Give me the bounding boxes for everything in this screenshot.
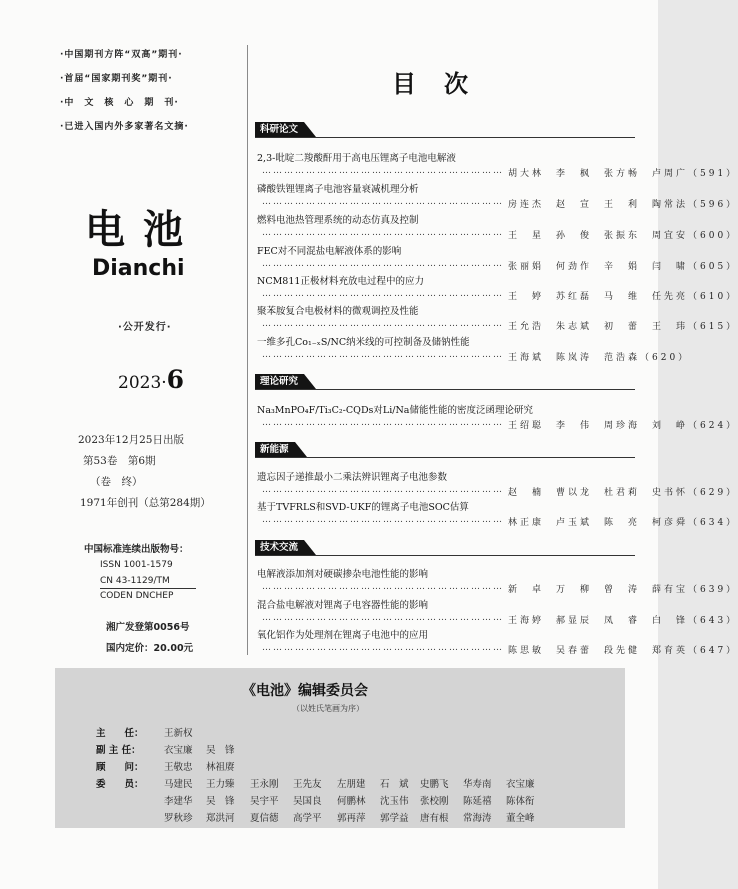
article-authors: ………………………………………………………… 王海斌 陈岚涛 范浩森（620） [262,350,691,363]
journal-title-en: Dianchi [92,256,185,281]
founded: 1971年创刊（总第284期） [80,497,211,509]
tag-line: ·已进入国内外多家著名文摘· [60,122,189,132]
article-title[interactable]: 遗忘因子递推最小二乘法辨识锂离子电池参数 [257,472,448,483]
separator-dot: · [161,373,167,393]
section-rule [255,137,635,138]
article-authors: ………………………………………………………… 新 卓 万 柳 曾 涛 薛有宝（639） [262,582,738,595]
member-name: 常海涛 [463,813,492,824]
member-name: 李建华 [164,796,193,807]
section-rule [255,389,635,390]
issn: ISSN 1001-1579 [100,560,173,570]
member-name: 沈玉伟 [380,796,409,807]
issue-number: 6 [166,365,185,394]
member-name: 郑洪河 [206,813,235,824]
board-subtitle: （以姓氏笔画为序） [292,704,364,713]
column-divider [247,45,248,655]
article-title[interactable]: FEC对不同混盐电解液体系的影响 [257,246,402,257]
member-name: 左朋建 [337,779,366,790]
member-name: 高学平 [293,813,322,824]
article-authors: ………………………………………………………… 房连杰 赵 宣 王 利 陶常法（596） [262,197,738,210]
pub-date: 2023年12月25日出版 [78,434,184,446]
member-name: 唐有根 [420,813,449,824]
article-authors: ………………………………………………………… 赵 楠 曹以龙 杜君莉 史书怀（629） [262,485,738,498]
member-name: 王敬忠 [164,762,193,773]
article-authors: ………………………………………………………… 林正康 卢玉斌 陈 亮 柯彦舜（634） [262,515,738,528]
member-name: 衣宝廉 [164,745,193,756]
article-title[interactable]: 电解液添加剂对硬碳掺杂电池性能的影响 [257,569,429,580]
member-name: 陈体衔 [506,796,535,807]
article-title[interactable]: 聚苯胺复合电极材料的微观调控及性能 [257,306,419,317]
divider [100,588,196,589]
coden: CODEN DNCHEP [100,591,174,601]
tag-line: ·中国期刊方阵“双高”期刊· [60,50,183,60]
member-name: 吴国良 [293,796,322,807]
member-name: 衣宝廉 [506,779,535,790]
member-name: 林祖赓 [206,762,235,773]
tag-line: ·中 文 核 心 期 刊· [60,98,179,108]
article-title[interactable]: 氧化铝作为处理剂在锂离子电池中的应用 [257,630,429,641]
ad-license: 湘广发登第0056号 [106,622,190,633]
section-label: 理论研究 [255,374,304,389]
member-name: 吴 锋 [206,745,235,756]
member-name: 华寿南 [463,779,492,790]
article-authors: ………………………………………………………… 张丽娟 何劲作 辛 娟 闫 啸（605） [262,259,738,272]
member-name: 吴 锋 [206,796,235,807]
article-title[interactable]: 一维多孔Co₁₋ₓS/NC纳米线的可控制备及储钠性能 [257,337,470,348]
year: 2023 [118,373,162,393]
price: 国内定价：20.00元 [106,643,194,654]
member-name: 王永刚 [250,779,279,790]
article-title[interactable]: NCM811正极材料充放电过程中的应力 [257,276,424,287]
volume-end: （卷 终） [90,476,143,488]
tag-line: ·首届“国家期刊奖”期刊· [60,74,173,84]
article-authors: ………………………………………………………… 王海婷 郝显辰 凤 睿 白 锋（643） [262,613,738,626]
section-label: 新能源 [255,442,295,457]
article-authors: ………………………………………………………… 王绍聪 李 伟 周珍海 刘 峥（624） [262,418,738,431]
member-name: 何鹏林 [337,796,366,807]
board-title: 《电池》编辑委员会 [242,683,368,699]
article-authors: ………………………………………………………… 王允浩 朱志斌 初 蕾 王 玮（615） [262,319,738,332]
toc-title: 目次 [392,70,496,98]
article-title[interactable]: 燃料电池热管理系统的动态仿真及控制 [257,215,419,226]
article-authors: ………………………………………………………… 陈思敏 吴春蕾 段先健 郑育英（647） [262,643,738,656]
member-name: 夏信德 [250,813,279,824]
publish-label: ·公开发行· [118,322,172,333]
role-vice-director: 副 主 任： [96,745,141,756]
member-name: 王力臻 [206,779,235,790]
member-name: 史鹏飞 [420,779,449,790]
member-name: 郭学益 [380,813,409,824]
member-name: 张校刚 [420,796,449,807]
section-rule [255,555,635,556]
article-title[interactable]: 磷酸铁锂锂离子电池容量衰减机理分析 [257,184,419,195]
member-name: 陈延禧 [463,796,492,807]
member-name: 董全峰 [506,813,535,824]
serial-label: 中国标准连续出版物号： [84,544,189,555]
article-title[interactable]: 混合盐电解液对锂离子电容器性能的影响 [257,600,429,611]
article-authors: ………………………………………………………… 王 星 孙 俊 张振东 周宜安（600） [262,228,738,241]
role-director: 主 任： [96,728,144,739]
role-advisor: 顾 问： [96,762,144,773]
cn-number: CN 43-1129/TM [100,576,170,586]
member-name: 石 斌 [380,779,409,790]
section-rule [255,457,635,458]
section-label: 科研论文 [255,122,304,137]
member-name: 王先友 [293,779,322,790]
journal-title-cn: 电池 [85,207,201,253]
article-title[interactable]: 基于TVFRLS和SVD-UKF的锂离子电池SOC估算 [257,502,469,513]
article-authors: ………………………………………………………… 胡大林 李 枫 张方畅 卢周广（591） [262,166,738,179]
section-label: 技术交流 [255,540,304,555]
article-title[interactable]: 2,3-吡啶二羧酸酐用于高电压锂离子电池电解液 [257,153,456,164]
article-authors: ………………………………………………………… 王 婷 苏红磊 马 维 任先亮（610） [262,289,738,302]
volume: 第53卷 第6期 [83,455,156,467]
year-issue [118,365,184,394]
member-name: 吴宇平 [250,796,279,807]
member-name: 马建民 [164,779,193,790]
member-name: 罗秋珍 [164,813,193,824]
member-name: 王新权 [164,728,193,739]
role-members: 委 员： [96,779,144,790]
member-name: 郭再萍 [337,813,366,824]
article-title[interactable]: Na₃MnPO₄F/Ti₃C₂-CQDs对Li/Na储能性能的密度泛函理论研究 [257,405,533,416]
